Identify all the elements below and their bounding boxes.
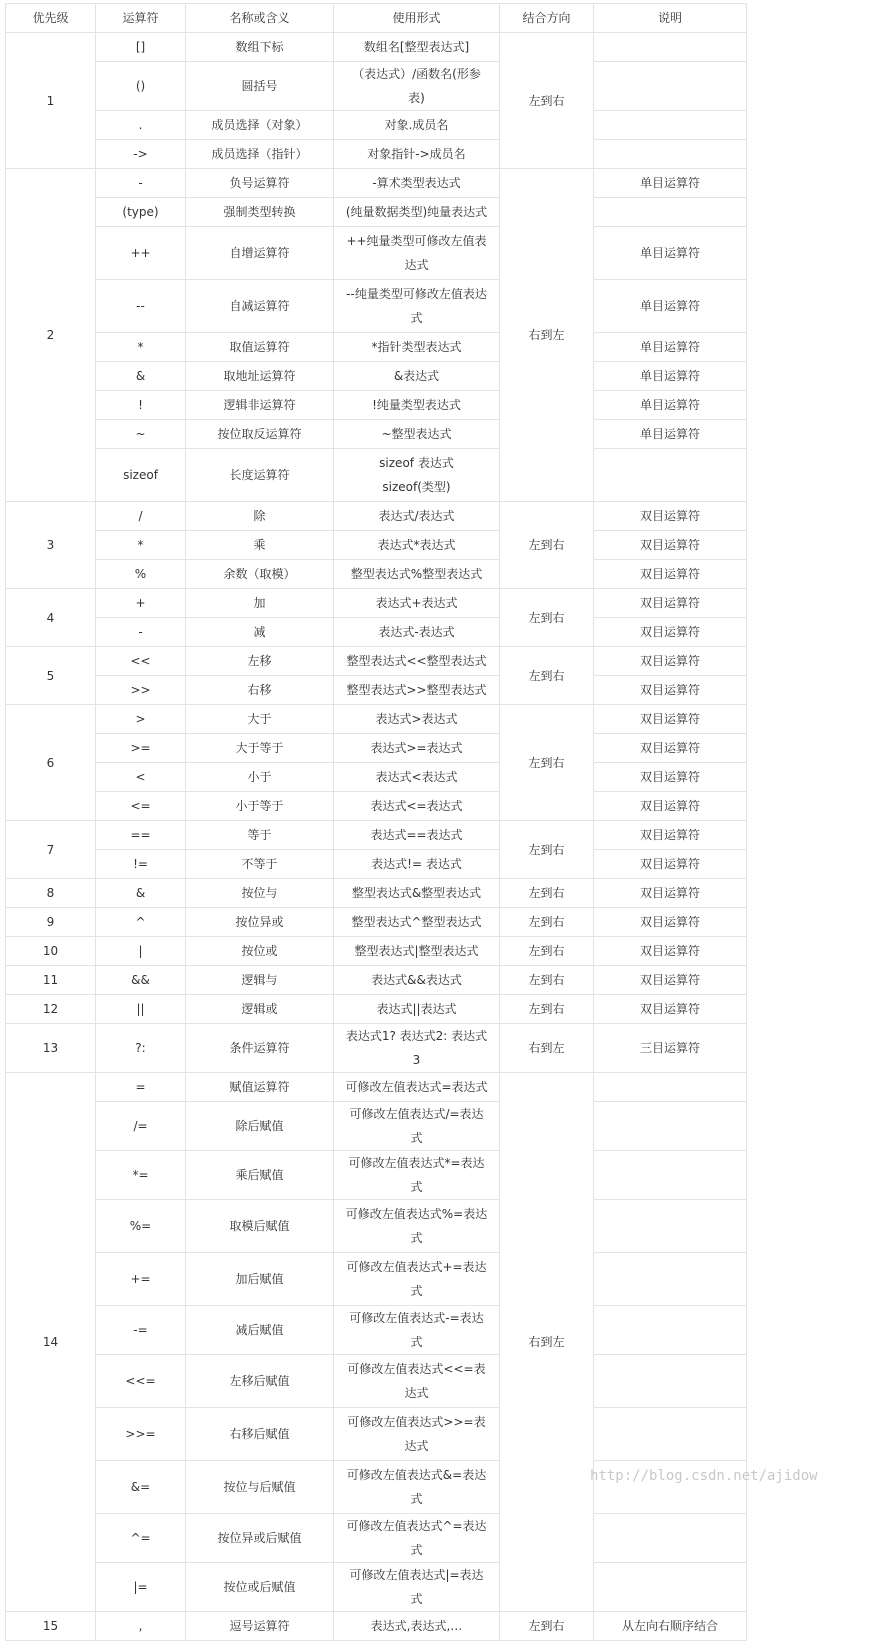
note-cell: 双目运算符	[594, 995, 747, 1024]
name-cell: 除	[186, 502, 334, 531]
operator-cell: <<=	[96, 1355, 186, 1408]
table-row	[6, 33, 747, 62]
operator-cell: .	[96, 111, 186, 140]
name-cell: 余数（取模）	[186, 560, 334, 589]
operator-cell: ,	[96, 1612, 186, 1641]
table-row	[6, 995, 747, 1024]
operator-cell: <	[96, 763, 186, 792]
associativity-cell: 左到右	[500, 821, 594, 879]
precedence-cell: 15	[6, 1612, 96, 1641]
name-cell: 左移	[186, 647, 334, 676]
note-cell: 双目运算符	[594, 618, 747, 647]
associativity-cell: 右到左	[500, 1073, 594, 1612]
operator-cell: *	[96, 333, 186, 362]
header-precedence: 优先级	[6, 4, 96, 33]
table-row	[6, 705, 747, 734]
header-associativity: 结合方向	[500, 4, 594, 33]
table-row	[6, 589, 747, 618]
operator-cell: ~	[96, 420, 186, 449]
name-cell: 按位异或	[186, 908, 334, 937]
watermark: http://blog.csdn.net/ajidow	[590, 1468, 818, 1484]
table-row	[6, 502, 747, 531]
name-cell: 取地址运算符	[186, 362, 334, 391]
usage-cell: 表达式>=表达式	[334, 734, 500, 763]
table-row	[6, 420, 747, 449]
operator-cell: &	[96, 362, 186, 391]
table-row	[6, 362, 747, 391]
note-cell: 单目运算符	[594, 333, 747, 362]
operator-cell: >>	[96, 676, 186, 705]
associativity-cell: 左到右	[500, 647, 594, 705]
table-row	[6, 1306, 747, 1355]
usage-cell: 表达式>表达式	[334, 705, 500, 734]
name-cell: 大于等于	[186, 734, 334, 763]
usage-cell: ++纯量类型可修改左值表达式	[334, 227, 500, 280]
usage-line: sizeof 表达式	[379, 456, 454, 470]
operator-cell: ^=	[96, 1514, 186, 1563]
operator-cell: ||	[96, 995, 186, 1024]
table-row	[6, 560, 747, 589]
operator-cell: ==	[96, 821, 186, 850]
name-cell: 乘	[186, 531, 334, 560]
table-row	[6, 937, 747, 966]
usage-cell: 表达式!= 表达式	[334, 850, 500, 879]
name-cell: 成员选择（指针）	[186, 140, 334, 169]
usage-cell: 对象指针->成员名	[334, 140, 500, 169]
note-cell: 单目运算符	[594, 391, 747, 420]
usage-cell: 可修改左值表达式*=表达式	[334, 1151, 500, 1200]
name-cell: 右移后赋值	[186, 1408, 334, 1461]
note-cell: 双目运算符	[594, 821, 747, 850]
name-cell: 逗号运算符	[186, 1612, 334, 1641]
table-row	[6, 1024, 747, 1073]
note-cell: 三目运算符	[594, 1024, 747, 1073]
table-row	[6, 391, 747, 420]
operator-cell: --	[96, 280, 186, 333]
usage-cell: *指针类型表达式	[334, 333, 500, 362]
note-cell	[594, 33, 747, 62]
note-cell: 双目运算符	[594, 763, 747, 792]
precedence-cell: 12	[6, 995, 96, 1024]
operator-cell: >	[96, 705, 186, 734]
usage-cell: 表达式<=表达式	[334, 792, 500, 821]
table-row	[6, 1408, 747, 1461]
header-operator: 运算符	[96, 4, 186, 33]
note-cell: 双目运算符	[594, 879, 747, 908]
operator-cell: !=	[96, 850, 186, 879]
usage-cell: 可修改左值表达式>>=表达式	[334, 1408, 500, 1461]
name-cell: 数组下标	[186, 33, 334, 62]
table-row	[6, 227, 747, 280]
associativity-cell: 左到右	[500, 589, 594, 647]
table-row	[6, 792, 747, 821]
note-cell: 双目运算符	[594, 676, 747, 705]
operator-cell: <=	[96, 792, 186, 821]
note-cell: 双目运算符	[594, 705, 747, 734]
name-cell: 圆括号	[186, 62, 334, 111]
associativity-cell: 左到右	[500, 966, 594, 995]
associativity-cell: 左到右	[500, 705, 594, 821]
name-cell: 按位取反运算符	[186, 420, 334, 449]
table-row	[6, 1355, 747, 1408]
precedence-cell: 3	[6, 502, 96, 589]
note-cell	[594, 1073, 747, 1102]
usage-cell: 整型表达式%整型表达式	[334, 560, 500, 589]
precedence-cell: 6	[6, 705, 96, 821]
name-cell: 按位与	[186, 879, 334, 908]
table-row	[6, 879, 747, 908]
table-row	[6, 169, 747, 198]
associativity-cell: 右到左	[500, 169, 594, 502]
note-cell	[594, 1306, 747, 1355]
header-usage: 使用形式	[334, 4, 500, 33]
usage-cell: 表达式1? 表达式2: 表达式3	[334, 1024, 500, 1073]
operator-cell: >>=	[96, 1408, 186, 1461]
name-cell: 条件运算符	[186, 1024, 334, 1073]
table-row	[6, 140, 747, 169]
usage-cell: 整型表达式^整型表达式	[334, 908, 500, 937]
usage-cell	[334, 449, 500, 502]
name-cell: 减	[186, 618, 334, 647]
note-cell: 单目运算符	[594, 420, 747, 449]
note-cell: 单目运算符	[594, 362, 747, 391]
associativity-cell: 左到右	[500, 1612, 594, 1641]
note-cell	[594, 1253, 747, 1306]
usage-cell: 可修改左值表达式|=表达式	[334, 1563, 500, 1612]
name-cell: 乘后赋值	[186, 1151, 334, 1200]
operator-cell: +	[96, 589, 186, 618]
name-cell: 除后赋值	[186, 1102, 334, 1151]
note-cell	[594, 1102, 747, 1151]
name-cell: 加后赋值	[186, 1253, 334, 1306]
note-cell	[594, 449, 747, 502]
precedence-cell: 8	[6, 879, 96, 908]
operator-cell: &	[96, 879, 186, 908]
usage-cell: --纯量类型可修改左值表达式	[334, 280, 500, 333]
usage-cell: 可修改左值表达式-=表达式	[334, 1306, 500, 1355]
associativity-cell: 左到右	[500, 502, 594, 589]
table-row	[6, 1200, 747, 1253]
operator-cell: /	[96, 502, 186, 531]
usage-cell: !纯量类型表达式	[334, 391, 500, 420]
operator-cell: ^	[96, 908, 186, 937]
usage-cell: 整型表达式<<整型表达式	[334, 647, 500, 676]
usage-cell: 表达式||表达式	[334, 995, 500, 1024]
precedence-cell: 4	[6, 589, 96, 647]
associativity-cell: 左到右	[500, 33, 594, 169]
note-cell: 双目运算符	[594, 850, 747, 879]
usage-cell: (纯量数据类型)纯量表达式	[334, 198, 500, 227]
usage-line: sizeof(类型)	[382, 480, 451, 494]
operator-cell: ()	[96, 62, 186, 111]
usage-cell: 表达式-表达式	[334, 618, 500, 647]
operator-cell: ?:	[96, 1024, 186, 1073]
note-cell	[594, 1355, 747, 1408]
operator-precedence-table	[5, 3, 747, 1641]
name-cell: 强制类型转换	[186, 198, 334, 227]
operator-cell: /=	[96, 1102, 186, 1151]
usage-cell: 表达式*表达式	[334, 531, 500, 560]
note-cell: 双目运算符	[594, 560, 747, 589]
usage-cell: 可修改左值表达式&=表达式	[334, 1461, 500, 1514]
associativity-cell: 左到右	[500, 908, 594, 937]
usage-cell: 表达式&&表达式	[334, 966, 500, 995]
associativity-cell: 左到右	[500, 995, 594, 1024]
usage-cell: 整型表达式|整型表达式	[334, 937, 500, 966]
note-cell: 双目运算符	[594, 734, 747, 763]
usage-cell: 可修改左值表达式%=表达式	[334, 1200, 500, 1253]
usage-cell: 整型表达式>>整型表达式	[334, 676, 500, 705]
operator-cell: %	[96, 560, 186, 589]
precedence-cell: 14	[6, 1073, 96, 1612]
name-cell: 取值运算符	[186, 333, 334, 362]
precedence-cell: 7	[6, 821, 96, 879]
table-row	[6, 908, 747, 937]
operator-cell: sizeof	[96, 449, 186, 502]
table-row	[6, 1563, 747, 1612]
name-cell: 小于	[186, 763, 334, 792]
operator-cell: =	[96, 1073, 186, 1102]
name-cell: 减后赋值	[186, 1306, 334, 1355]
name-cell: 自减运算符	[186, 280, 334, 333]
table-row	[6, 531, 747, 560]
precedence-cell: 11	[6, 966, 96, 995]
precedence-cell: 5	[6, 647, 96, 705]
usage-cell: 表达式+表达式	[334, 589, 500, 618]
note-cell: 双目运算符	[594, 502, 747, 531]
operator-cell: %=	[96, 1200, 186, 1253]
precedence-cell: 13	[6, 1024, 96, 1073]
associativity-cell: 左到右	[500, 879, 594, 908]
usage-cell: 可修改左值表达式<<=表达式	[334, 1355, 500, 1408]
name-cell: 右移	[186, 676, 334, 705]
table-row	[6, 1073, 747, 1102]
usage-cell: 对象.成员名	[334, 111, 500, 140]
table-row	[6, 111, 747, 140]
note-cell: 双目运算符	[594, 589, 747, 618]
usage-cell: 表达式==表达式	[334, 821, 500, 850]
table-row	[6, 198, 747, 227]
operator-cell: <<	[96, 647, 186, 676]
note-cell	[594, 62, 747, 111]
operator-cell: *=	[96, 1151, 186, 1200]
note-cell: 双目运算符	[594, 647, 747, 676]
note-cell	[594, 1514, 747, 1563]
usage-cell: 表达式/表达式	[334, 502, 500, 531]
note-cell	[594, 1200, 747, 1253]
note-cell: 单目运算符	[594, 227, 747, 280]
precedence-cell: 9	[6, 908, 96, 937]
precedence-cell: 10	[6, 937, 96, 966]
operator-cell: ->	[96, 140, 186, 169]
note-cell: 从左向右顺序结合	[594, 1612, 747, 1641]
note-cell	[594, 1408, 747, 1461]
note-cell	[594, 1151, 747, 1200]
table-row	[6, 1102, 747, 1151]
name-cell: 等于	[186, 821, 334, 850]
table-row	[6, 1253, 747, 1306]
name-cell: 按位或后赋值	[186, 1563, 334, 1612]
name-cell: 逻辑非运算符	[186, 391, 334, 420]
note-cell: 双目运算符	[594, 937, 747, 966]
note-cell: 单目运算符	[594, 169, 747, 198]
precedence-cell: 2	[6, 169, 96, 502]
name-cell: 按位异或后赋值	[186, 1514, 334, 1563]
note-cell: 双目运算符	[594, 908, 747, 937]
table-header-row	[6, 4, 747, 33]
header-name: 名称或含义	[186, 4, 334, 33]
operator-cell: -	[96, 618, 186, 647]
operator-cell: (type)	[96, 198, 186, 227]
note-cell	[594, 1563, 747, 1612]
note-cell: 单目运算符	[594, 280, 747, 333]
usage-cell: 数组名[整型表达式]	[334, 33, 500, 62]
table-row	[6, 333, 747, 362]
associativity-cell: 右到左	[500, 1024, 594, 1073]
operator-cell: *	[96, 531, 186, 560]
table-row	[6, 734, 747, 763]
name-cell: 成员选择（对象）	[186, 111, 334, 140]
usage-cell: &表达式	[334, 362, 500, 391]
usage-cell: ~整型表达式	[334, 420, 500, 449]
table-row	[6, 850, 747, 879]
header-note: 说明	[594, 4, 747, 33]
table-row	[6, 62, 747, 111]
usage-cell: （表达式）/函数名(形参表)	[334, 62, 500, 111]
operator-cell: &=	[96, 1461, 186, 1514]
operator-cell: ++	[96, 227, 186, 280]
name-cell: 逻辑或	[186, 995, 334, 1024]
name-cell: 不等于	[186, 850, 334, 879]
table-row	[6, 763, 747, 792]
note-cell	[594, 140, 747, 169]
name-cell: 小于等于	[186, 792, 334, 821]
operator-cell: []	[96, 33, 186, 62]
usage-cell: 可修改左值表达式/=表达式	[334, 1102, 500, 1151]
table-row	[6, 966, 747, 995]
name-cell: 长度运算符	[186, 449, 334, 502]
table-row	[6, 449, 747, 502]
name-cell: 取模后赋值	[186, 1200, 334, 1253]
table-row	[6, 1612, 747, 1641]
table-row	[6, 647, 747, 676]
operator-cell: -	[96, 169, 186, 198]
name-cell: 负号运算符	[186, 169, 334, 198]
operator-cell: +=	[96, 1253, 186, 1306]
note-cell: 双目运算符	[594, 792, 747, 821]
note-cell	[594, 111, 747, 140]
operator-cell: !	[96, 391, 186, 420]
name-cell: 加	[186, 589, 334, 618]
table-row	[6, 1514, 747, 1563]
operator-cell: -=	[96, 1306, 186, 1355]
usage-cell: 可修改左值表达式^=表达式	[334, 1514, 500, 1563]
usage-cell: 可修改左值表达式+=表达式	[334, 1253, 500, 1306]
usage-cell: -算术类型表达式	[334, 169, 500, 198]
associativity-cell: 左到右	[500, 937, 594, 966]
table-row	[6, 821, 747, 850]
operator-cell: >=	[96, 734, 186, 763]
usage-cell: 整型表达式&整型表达式	[334, 879, 500, 908]
table-row	[6, 1151, 747, 1200]
usage-cell: 可修改左值表达式=表达式	[334, 1073, 500, 1102]
name-cell: 大于	[186, 705, 334, 734]
table-row	[6, 676, 747, 705]
name-cell: 赋值运算符	[186, 1073, 334, 1102]
note-cell: 双目运算符	[594, 531, 747, 560]
operator-cell: &&	[96, 966, 186, 995]
usage-cell: 表达式,表达式,…	[334, 1612, 500, 1641]
name-cell: 按位与后赋值	[186, 1461, 334, 1514]
note-cell	[594, 198, 747, 227]
table-row	[6, 618, 747, 647]
name-cell: 按位或	[186, 937, 334, 966]
operator-cell: |=	[96, 1563, 186, 1612]
table-row	[6, 280, 747, 333]
operator-cell: |	[96, 937, 186, 966]
name-cell: 自增运算符	[186, 227, 334, 280]
precedence-cell: 1	[6, 33, 96, 169]
table-body	[6, 33, 747, 1641]
name-cell: 逻辑与	[186, 966, 334, 995]
note-cell: 双目运算符	[594, 966, 747, 995]
usage-cell: 表达式<表达式	[334, 763, 500, 792]
name-cell: 左移后赋值	[186, 1355, 334, 1408]
